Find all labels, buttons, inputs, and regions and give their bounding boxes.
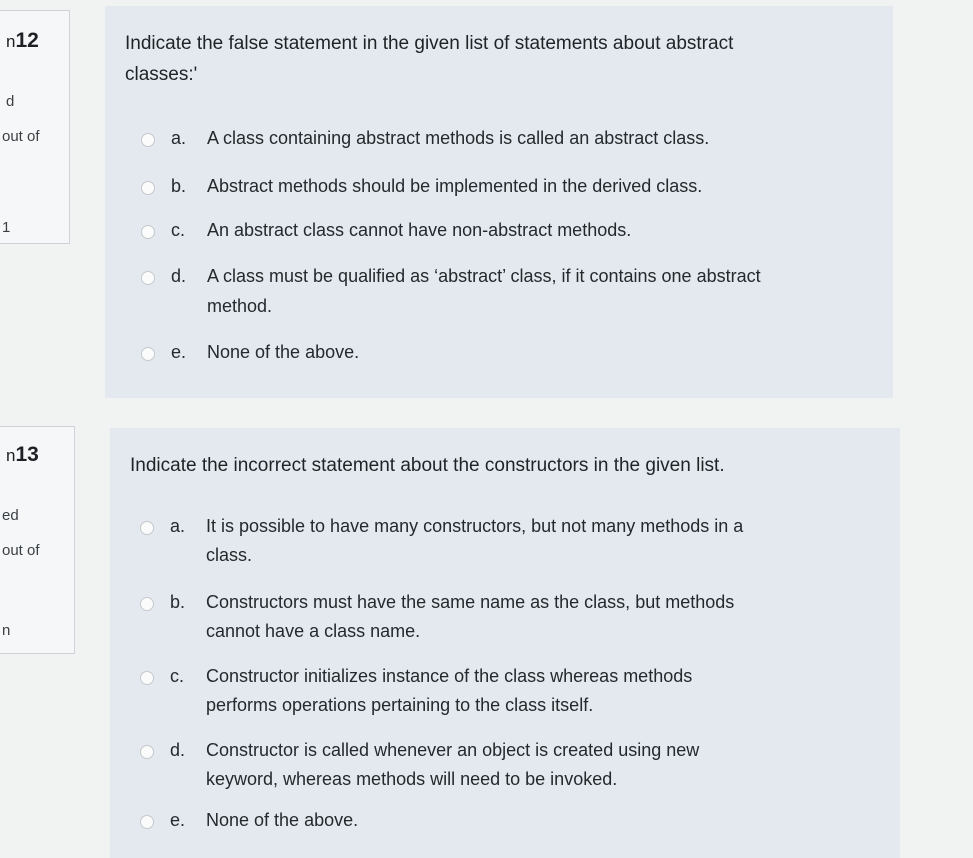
radio-button[interactable] [141, 133, 155, 147]
radio-button[interactable] [140, 745, 154, 759]
radio-button[interactable] [140, 815, 154, 829]
q13-status: ed [2, 507, 19, 524]
q12-option-d[interactable]: d. A class must be qualified as ‘abstract’ class, if it contains one abstract method. [141, 262, 881, 322]
q12-question-text: Indicate the false statement in the given list of statements about abstract classes:' [125, 33, 734, 85]
radio-button[interactable] [141, 181, 155, 195]
q13-option-b[interactable]: b. Constructors must have the same name as the class, but methods cannot have a class name. [140, 588, 880, 648]
radio-button[interactable] [141, 225, 155, 239]
radio-button[interactable] [140, 521, 154, 535]
q12-marks: out of [2, 128, 40, 145]
q13-option-a[interactable]: a. It is possible to have many constructors, but not many methods in a class. [140, 512, 880, 572]
q13-option-c[interactable]: c. Constructor initializes instance of the class whereas methods performs operations pertaining to the class itself. [140, 662, 880, 722]
q12-info-box [0, 10, 70, 244]
q12-number: n12 [6, 29, 39, 52]
q12-question-panel: Indicate the false statement in the given list of statements about abstract classes:' a. A class containing abstract methods is called an abstract class. b. Abstract methods should be implemented in the derived class. c. An abstract class cannot have non-abstract methods. d. A class must be qualified as ‘abstract’ class, if it contains one abstract method. e. None of the above. [105, 6, 893, 398]
q13-flag: n [2, 622, 11, 639]
radio-button[interactable] [140, 597, 154, 611]
q12-flag: 1 [2, 219, 11, 236]
q13-number: n13 [6, 443, 39, 466]
radio-button[interactable] [141, 271, 155, 285]
q13-question-panel: Indicate the incorrect statement about the constructors in the given list. a. It is possible to have many constructors, but not many methods in a class. b. Constructors must have the same name as the class, but methods cannot have a class name. c. Constructor initializes instance of the class whereas methods performs operations pertaining to the class itself. d. Constructor is called whenever an object is created using new keyword, whereas methods will need to be invoked. e. None of the above. [110, 428, 900, 858]
radio-button[interactable] [140, 671, 154, 685]
q12-status: d [6, 93, 15, 110]
q13-marks: out of [2, 542, 40, 559]
q13-option-d[interactable]: d. Constructor is called whenever an object is created using new keyword, whereas methods will need to be invoked. [140, 736, 880, 796]
q13-question-text: Indicate the incorrect statement about the constructors in the given list. [130, 455, 725, 476]
q13-info-box [0, 426, 75, 654]
radio-button[interactable] [141, 347, 155, 361]
